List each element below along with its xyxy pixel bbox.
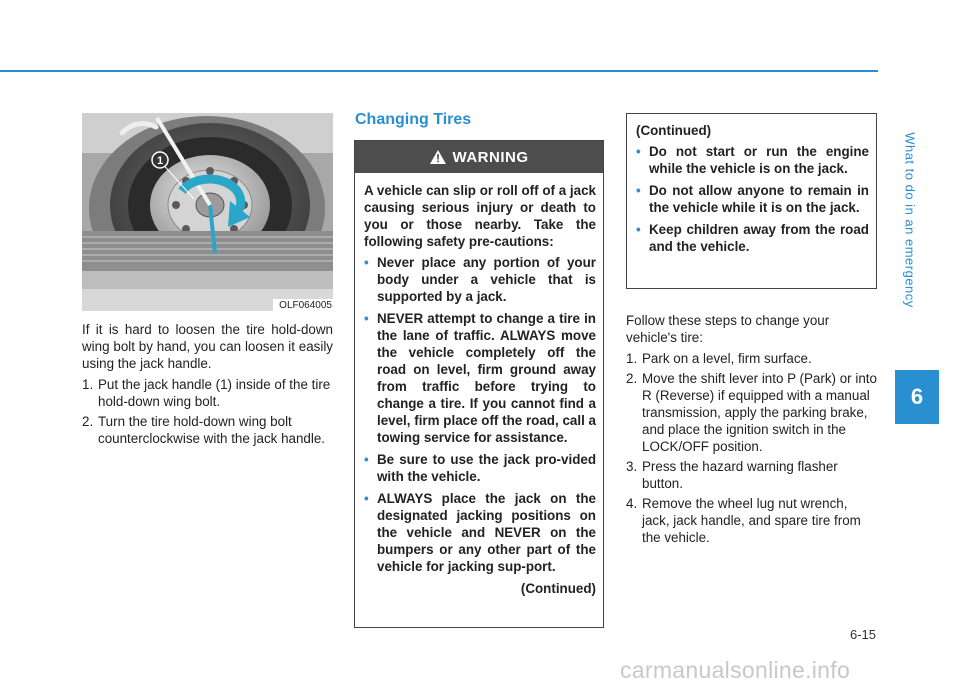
- bullet-icon: •: [364, 255, 369, 270]
- wing-bolt-instructions: [82, 321, 333, 450]
- figure-code: OLF064005: [273, 299, 333, 311]
- list-item: 2. Move the shift lever into P (Park) or into R (Reverse) if equipped with a manual transmission, apply the parking brake, and place the ignition switch in the LOCK/OFF position.: [626, 371, 877, 454]
- list-item: 3. Press the hazard warning flasher button.: [626, 459, 838, 491]
- list-item: 1. Put the jack handle (1) inside of the tire hold-down wing bolt.: [82, 377, 331, 409]
- figure-callout: 1: [156, 155, 164, 167]
- warning-box: [354, 140, 604, 628]
- list-item: • Never place any portion of your body under a vehicle that is supported by a jack.: [364, 255, 596, 304]
- warning-intro: A vehicle can slip or roll off of a jack causing serious injury or death to you or those nearby. Take the following safety pre-cautions:: [364, 183, 596, 249]
- warning-continued: (Continued): [520, 581, 596, 596]
- bullet-icon: •: [364, 491, 369, 506]
- tire-change-procedure: [626, 312, 877, 549]
- bullet-icon: •: [364, 311, 369, 326]
- list-item: 2. Turn the tire hold-down wing bolt counterclockwise with the jack handle.: [82, 414, 326, 446]
- watermark[interactable]: carmanualsonline.info: [620, 657, 851, 683]
- page-number: 6-15: [849, 627, 876, 642]
- list-item: • Keep children away from the road and the vehicle.: [636, 222, 869, 254]
- warning-header: [355, 141, 603, 173]
- list-item: • Be sure to use the jack pro-vided with the vehicle.: [364, 452, 596, 484]
- continued-label: (Continued): [636, 123, 712, 138]
- header-rule: [0, 70, 878, 72]
- spare-tire-illustration: [82, 113, 333, 311]
- intro-paragraph: If it is hard to loosen the tire hold-down wing bolt by hand, you can loosen it easily using the jack handle.: [82, 322, 333, 371]
- warning-body: [355, 173, 603, 597]
- list-item: • ALWAYS place the jack on the designated jacking positions on the vehicle and NEVER on the bumpers or any other part of the vehicle for jacking sup-port.: [364, 491, 596, 574]
- chapter-tab[interactable]: 6: [895, 370, 939, 424]
- section-title: Changing Tires: [355, 111, 472, 128]
- bullet-icon: •: [364, 452, 369, 467]
- chapter-side-title: [890, 70, 930, 370]
- list-item: 1. Park on a level, firm surface.: [626, 351, 812, 366]
- warning-title: WARNING: [452, 148, 529, 166]
- chapter-title: What to do in an emergency: [902, 132, 918, 308]
- continued-warning-box: [626, 113, 877, 289]
- list-item: • NEVER attempt to change a tire in the lane of traffic. ALWAYS move the vehicle completely off the road on level, firm ground away from traffic before trying to change a tire. If you cannot find a level, firm place off the road, call a towing service for assistance.: [364, 311, 596, 445]
- warning-triangle-icon: [430, 150, 446, 164]
- list-item: 4. Remove the wheel lug nut wrench, jack, jack handle, and spare tire from the vehicle.: [626, 496, 861, 545]
- list-item: • Do not start or run the engine while the vehicle is on the jack.: [636, 144, 869, 176]
- bullet-icon: •: [636, 144, 641, 159]
- bullet-icon: •: [636, 222, 641, 237]
- spare-tire-figure: [82, 113, 333, 311]
- procedure-intro: Follow these steps to change your vehicle's tire:: [626, 313, 830, 345]
- bullet-icon: •: [636, 183, 641, 198]
- list-item: • Do not allow anyone to remain in the vehicle while it is on the jack.: [636, 183, 869, 215]
